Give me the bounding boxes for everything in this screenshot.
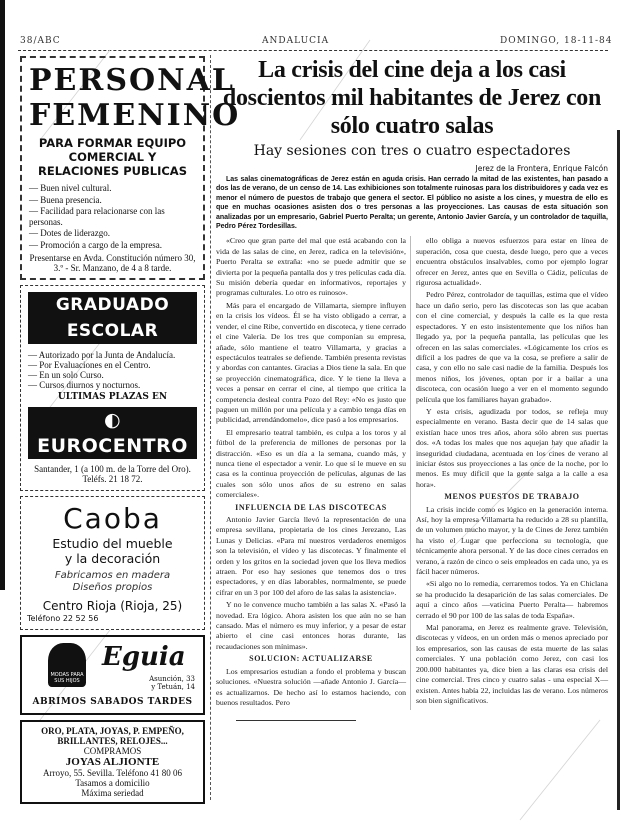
- section-name: ANDALUCIA: [262, 36, 330, 46]
- list-item: — Promoción a cargo de la empresa.: [29, 239, 163, 250]
- issue-date: DOMINGO, 18-11-84: [500, 36, 613, 46]
- ad-address: Centro Rioja (Rioja, 25): [42, 599, 183, 613]
- ad-line: Estudio del mueble: [52, 536, 173, 551]
- list-item: — Buena presencia.: [29, 194, 102, 205]
- column-divider: [210, 55, 211, 800]
- ad-line: Fabricamos en madera: [54, 570, 171, 581]
- article-body: [216, 236, 608, 710]
- paragraph: Pedro Pérez, controlador de taquillas, estima que el vídeo hace un daño serio, pero las discotecas son las que acaban con el cine comercial, y después la calle es la que resta espectadores. Y en esto insistentemente que los niños han llegado ya, por la pequeña pantalla, las películas que les ofrecen en las salas comerciales. «Lógicamente los críos es difícil a los padres de que va la cosa, se prefiere a salir de casa, y con ello no sale casi nadie de la familia. Después los menos niños, los jóvenes, optan por ir a bailar a una discoteca, con ocasión luego a ver en el momento segundo película que los familiares hayan grabado».: [416, 290, 608, 404]
- ad-eguia: [20, 635, 205, 715]
- header-rule: [18, 50, 608, 51]
- ad-line: y la decoración: [64, 551, 161, 566]
- ad-last-places: ULTIMAS PLAZAS EN: [57, 392, 168, 402]
- ad-banner: GRADUADO ESCOLAR: [28, 292, 197, 344]
- child-illustration-icon: [48, 643, 86, 687]
- ad-name: JOYAS ALJIONTE: [65, 756, 160, 768]
- article-subhead: Hay sesiones con tres o cuatro espectadores: [253, 143, 571, 159]
- list-item: — Por Evaluaciones en el Centro.: [28, 360, 151, 370]
- article: [216, 56, 608, 721]
- ad-line: Tasamos a domicilio: [75, 778, 150, 788]
- paragraph: «Si algo no lo remedia, cerraremos todos. Ya en Chiclana se ha producido la desaparición de las salas comerciales. De aquí a cinco años —vaticina Puerto Peralta— habremos cerrado el 90 por 100 de las salas de toda España».: [416, 579, 608, 620]
- ad-phone: Teléfono 22 52 56: [27, 614, 99, 623]
- ad-features: [28, 350, 197, 390]
- paragraph: ello obliga a nuevos esfuerzos para estar en línea de superación, cosa que cuesta, desde luego, pero que a veces encuentra obstáculos insalvables, como por ejemplo lograr ofrecer en Jerez, antes que en Sevilla o Cádiz, películas de rigurosa actualidad».: [416, 236, 608, 288]
- ads-column: [20, 56, 241, 804]
- article-byline: Jerez de la Frontera, Enrique Falcón: [475, 164, 608, 173]
- ad-line: ORO, PLATA, JOYAS, P. EMPEÑO,: [41, 726, 184, 736]
- paragraph: Y no le convence mucho también a las salas X. «Pasó la novedad. Era lógico. Ahora asisten los que aún no se han cansado. Mas el número es muy inferior, y a pesar de estar abierto el cine casi entonces horas durante, las recaudaciones son mínimas».: [216, 600, 406, 651]
- paragraph: Más para el encargado de Villamarta, siempre influyen en la crisis los vídeos. Él se ha visto obligado a cerrar, a vender, el cine Ribe, convertido en discoteca, y tiene cerrado el cine Valería. De los tres que componían su empresa, añade, sólo mantiene el teatro Villamarta, y gracias a espectáculos teatrales se defiende. También presenta revistas y abordas con cantantes. Gracias a Dios tiene la sala. En que se proyección cinematográfica, dice. Y le tiene la lleva a veces a pensar en cerrar el cine, al tiempo que critica la competencia desleal contra Pozo del Rey: «No es justo que paguen un millón por una película y a cambio tenga días en publicidad, arrendándomelo», dice pasó a los empresarios.: [216, 300, 406, 425]
- ad-brand: [28, 407, 197, 459]
- ad-caoba: [20, 496, 205, 630]
- list-item: — Facilidad para relacionarse con las personas.: [29, 206, 165, 227]
- ad-title: FEMENINO: [29, 98, 241, 133]
- ad-line: Máxima seriedad: [81, 788, 144, 798]
- scan-edge-left: [0, 0, 5, 590]
- list-item: — Autorizado por la Junta de Andalucía.: [28, 350, 176, 360]
- list-item: — En un solo Curso.: [28, 370, 104, 380]
- article-column-1: [216, 236, 406, 710]
- ad-badge: MODAS PARA SUS HIJOS: [50, 672, 84, 684]
- ad-requirements: [29, 183, 196, 250]
- ad-line: COMPRAMOS: [83, 746, 142, 756]
- address-line: y Tetuán, 14: [151, 683, 195, 691]
- ad-joyas: [20, 720, 205, 804]
- ad-line: BRILLANTES, RELOJES...: [57, 736, 168, 746]
- section-heading: MENOS PUESTOS DE TRABAJO: [444, 492, 580, 502]
- ad-subtitle: PARA FORMAR EQUIPO COMERCIAL Y RELACIONES PUBLICAS: [38, 136, 187, 178]
- ad-logo: Caoba: [63, 502, 162, 535]
- ad-address: Arroyo, 55. Sevilla. Teléfono 41 80 06: [43, 768, 182, 778]
- ad-contact: Presentarse en Avda. Constitución número 30, 3.º - Sr. Manzano, de 4 a 8 tarde.: [29, 253, 196, 273]
- list-item: — Dotes de liderazgo.: [29, 228, 110, 238]
- article-headline: La crisis del cine deja a los casi doscientos mil habitantes de Jerez con sólo cuatro salas: [222, 57, 602, 139]
- ad-personal-femenino: [20, 56, 241, 280]
- ad-address: [149, 675, 195, 691]
- article-end-rule: [236, 720, 356, 721]
- brand-name: EUROCENTRO: [37, 435, 188, 457]
- paragraph: «Creo que gran parte del mal que está acabando con la vida de las salas de cine, en Jerez, radica en la televisión», Puerto Peralta se extraña: «no se puede admitir que se divierta por la pequeña pantalla dos y tres películas cada día. Su misión debería quedar en informativos, reportajes y programas culturales. Lo otro es ruinoso».: [216, 236, 406, 298]
- page-number: 38/ABC: [20, 36, 61, 46]
- ad-graduado-escolar: [20, 285, 205, 491]
- list-item: — Buen nivel cultural.: [29, 183, 112, 193]
- section-heading: SOLUCION: ACTUALIZARSE: [249, 654, 373, 664]
- section-heading: INFLUENCIA DE LAS DISCOTECAS: [235, 502, 387, 512]
- paragraph: Mal panorama, en Jerez es realmente grave. Televisión, discotecas y vídeos, en un orden más o menos apreciado por los empresarios, son las causas de esta muerte de las salas comerciales. Y una población como Jerez, con casi los 200.000 habitantes ya, dice bien a las claras esa crisis del cine comercial. Tres cinco y cuatro salas - una especial X— existen. Antes había 22, incluidas las de verano. Los números son bien significativos.: [416, 623, 608, 705]
- article-column-2: [410, 236, 608, 710]
- ad-address: Santander, 1 (a 100 m. de la Torre del Oro). Teléfs. 21 18 72.: [34, 464, 191, 484]
- paragraph: La crisis incide como es lógico en la generación interna. Así, hoy la empresa Villamarta ha reducido a 28 su plantilla, de un volumen mucho mayor, y la de Cines de Jerez también ha visto el Lugar que perfecciona su tecnología, que técnicamente ahora personal. Y de las doce cines cerrados en verano, a razón de cinco o seis empleados en cada uno, ya es fácil hacer números.: [416, 504, 608, 577]
- globe-logo-icon: ◐: [103, 409, 122, 431]
- paragraph: Y esta crisis, agudizada por todos, se refleja muy especialmente en verano. Basta decir que de 14 salas que existían hace unos tres años, ahora sólo abren sus puertas dos. «A todas los males que nos aquejan hay que añadir la inseguridad ciudadana, acentuada en los cines de verano al iniciar éstos sus proyecciones a las once de la noche, por lo menos. Es muy difícil que la gente salga a la calle a esa hora».: [416, 406, 608, 489]
- paragraph: Antonio Javier García llevó la representación de una empresa sevillana, propietaria de los cines Jerezano, Las Lunas y Delicias. «Para mí nuestros verdaderos enemigos son la televisión, el vídeo y las discotecas. Y finalmente el orden y los gritos en la sociedad joven que los lleva medios atraen. Por eso hay sesiones que tenemos dos o tres espectadores, y en días laborables, normalmente, se puede cifrar en un 3 por 100 del aforo de las salas la asistencia».: [216, 515, 406, 597]
- paragraph: Los empresarios estudian a fondo el problema y buscan soluciones. «Nuestra solución —añade Antonio J. García— es actualizarnos. De hecho así lo estamos haciendo, con buenos resultados. Pero: [216, 666, 406, 707]
- article-lede: Las salas cinematográficas de Jerez están en aguda crisis. Han cerrado la mitad de las existentes, han pasado a dos las de verano, de un censo de 14. Las exhibiciones son totalmente ruinosas para los distribuidores y cada vez es menor el número de puestos de trabajo que genera el sector. El público no asiste a los cines, y muestra de ello es que en muchas ocasiones asisten dos o tres personas a las proyecciones. Las causas de esta situación son analizadas por un empresario, Gabriel Puerto Peralta; un gerente, Antonio Javier García, y un controlador de taquilla, Pedro Pérez Tordesillas.: [216, 176, 608, 231]
- list-item: — Cursos diurnos y nocturnos.: [28, 380, 141, 390]
- ad-hours: ABRIMOS SABADOS TARDES: [32, 697, 193, 707]
- ad-logo: Eguia: [102, 642, 186, 672]
- ad-line: Diseños propios: [72, 582, 153, 593]
- address-line: Asunción, 33: [149, 675, 195, 683]
- paragraph: El empresario teatral también, es culpa a los toros y al fútbol de la preferencia de millones de personas por la distracción. «Eso es un día a la semana, cuando más, y nunca tiene el espectador a venir. Lo que sí le mueve en su casa es la continua proyección de películas, algunas de las cuales son sólo unos años de su estreno en salas comerciales».: [216, 427, 406, 500]
- ad-title: PERSONAL: [29, 63, 235, 98]
